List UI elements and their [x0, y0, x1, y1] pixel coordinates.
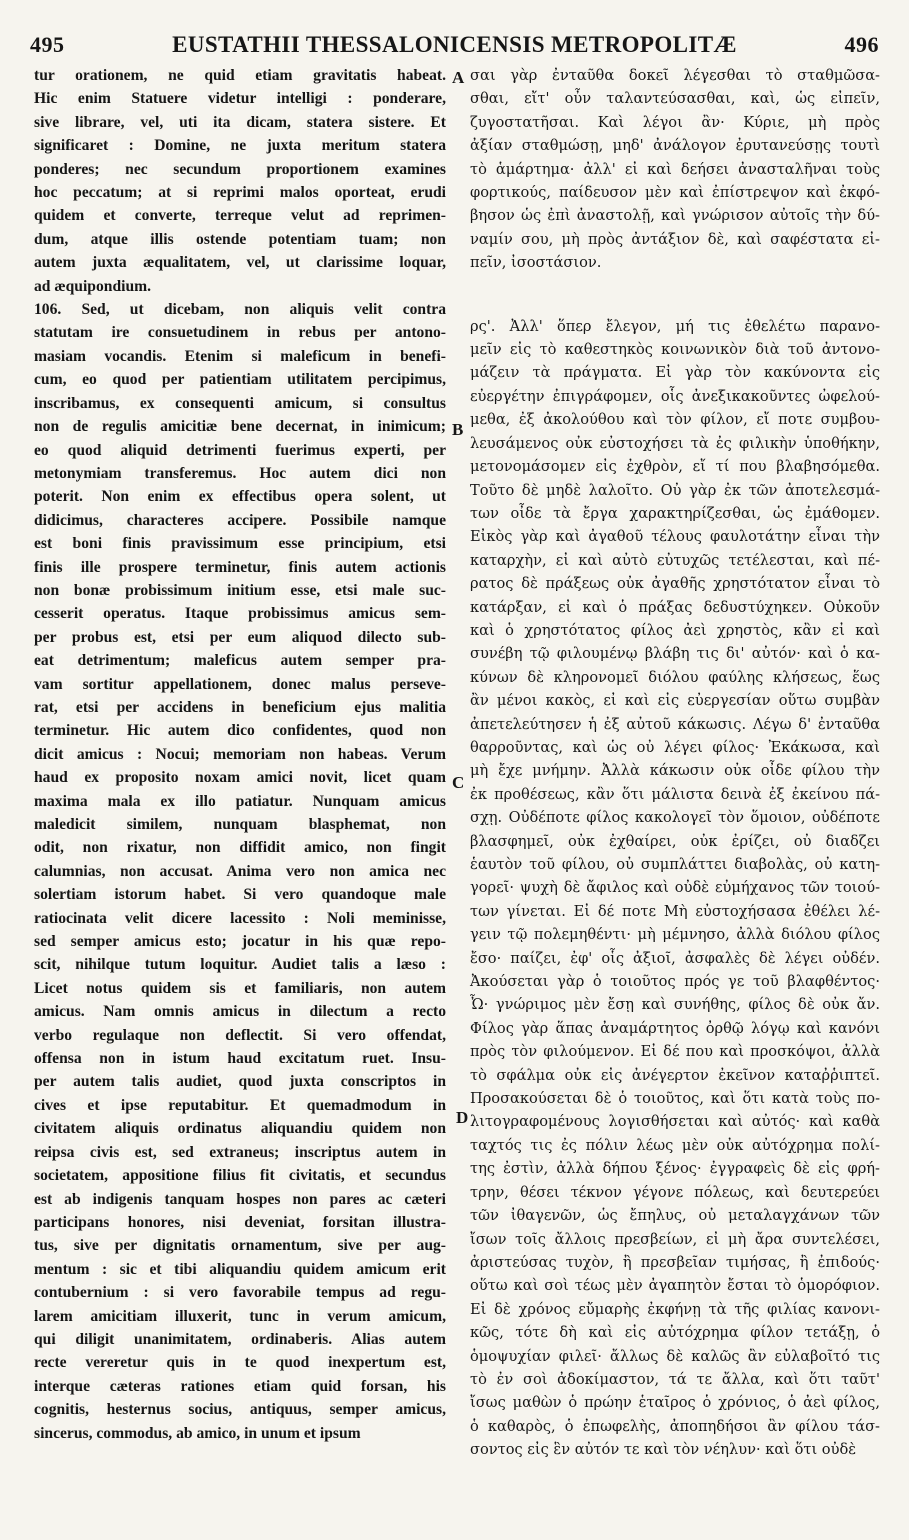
latin-line: non bonæ probissimum initium esse, etsi male suc-	[34, 581, 446, 599]
latin-line: cives et ipse reputabitur. Et quemadmodum in	[34, 1096, 446, 1114]
latin-line: verbo regulaque non deflectit. Si vero offendat,	[34, 1026, 446, 1044]
latin-line: tus, sive per dignitatis ornamentum, sive per aug-	[34, 1237, 446, 1255]
margin-marker: C	[452, 773, 465, 792]
latin-line: Hic enim Statuere videtur intelligi : ponderare,	[34, 90, 446, 108]
latin-line: eat detrimentum; maleficus autem semper pra-	[34, 652, 446, 670]
latin-line: reipsa civis est, sed extraneus; inscriptus autem in	[34, 1143, 446, 1161]
latin-line: terminetur. Hic autem dico confidentes, quod non	[34, 722, 446, 740]
greek-line: ὁμοψυχίαν φιλεῖ· ἄλλως δὲ καλῶς ἂν εὐλαβοῖτό τις	[470, 1347, 880, 1365]
latin-line: non de regulis amicitiæ bene decernat, in inimicum;	[34, 418, 446, 436]
greek-line: κατάρξαν, εἰ καὶ ὁ πράξας δεδυστύχηκεν. Οὐκοῦν	[470, 598, 880, 616]
greek-line: Φίλος γὰρ ἅπας ἀναμάρτητος ὀρθῷ λόγῳ καὶ κανόνι	[470, 1019, 880, 1037]
latin-line: ad æquipondium.	[34, 277, 152, 295]
latin-line: vam sortitur appellationem, donec malus perseve-	[34, 675, 446, 693]
greek-line: ἴσως μαθὼν ὁ πρώην ἑταῖρος ὁ χρόνιος, ὁ ἀεὶ φίλος,	[470, 1394, 880, 1412]
latin-line: haud ex proposito noxam amici novit, licet quam	[34, 769, 446, 787]
greek-line: τρην, θέσει τέκνον γέγονε πόλεως, καὶ δευτερεύει	[470, 1183, 880, 1201]
greek-line: Ὦ· γνώριμος μὲν ἔσῃ καὶ συνήθης, φίλος δὲ οὐκ ἄν.	[470, 996, 880, 1014]
latin-line: dum, atque illis ostende potentiam tuam; non	[34, 230, 446, 248]
greek-column	[470, 64, 880, 1462]
greek-line: ἑαυτὸν τοῦ φίλου, οὐ συμπλάττει διαβολὰς, οὐ κατη-	[470, 856, 880, 873]
latin-line: rat, etsi per accidens in beneficium ejus malitia	[34, 698, 446, 716]
margin-marker: D	[456, 1108, 469, 1127]
latin-line: dicit amicus : Nocui; memoriam non habeas. Verum	[34, 745, 446, 763]
latin-line: societatem, appositione filius fit civitatis, et secundus	[34, 1167, 446, 1185]
latin-line: sincerus, commodus, ab amico, in unum et ipsum	[34, 1424, 361, 1442]
greek-line: μὴ ἔχε μνήμην. Ἀλλὰ κάκωσιν οὐκ οἶδε φίλου τὴν	[470, 762, 880, 780]
greek-line: ταχτός τις ἐς πόλιν λέως μὲν οὐκ αὐτόχρημα πολί-	[470, 1136, 880, 1154]
greek-paragraph	[470, 315, 880, 1462]
greek-line: σοντος εἰς ἓν αὐτόν τε καὶ τὸν νέηλυν· καὶ ὅτι οὐδὲ	[470, 1441, 857, 1459]
greek-line: γορεῖ· ψυχὴ δὲ ἄφιλος καὶ οὐδὲ εὐμήχανος τῶν τοιού-	[470, 879, 880, 897]
greek-line: συνέβη τῷ φιλουμένῳ βλάβη τις δι' αὐτόν· καὶ ὁ κα-	[470, 645, 880, 663]
latin-line: participans honores, nisi deveniat, forsitan illustra-	[34, 1213, 446, 1231]
greek-line: πεῖν, ἰσοστάσιον.	[470, 254, 602, 272]
latin-line: ratiocinata velit dicere lacessito : Noli meminisse,	[34, 909, 446, 927]
greek-line: βλασφημεῖ, οὐκ ἐχθαίρει, οὐκ ἐρίζει, οὐ διαδζει	[470, 832, 880, 850]
greek-line: Εἰκὸς γὰρ καὶ ἀγαθοῦ τέλους φαυλοτάτην εἶναι τὴν	[470, 528, 880, 546]
greek-line: Εἰ δὲ χρόνος εὔμαρὴς ἐκφήνῃ τὰ τῆς φιλίας κανονι-	[470, 1300, 880, 1318]
latin-line: maledicit similem, nunquam blasphemat, non	[34, 816, 446, 833]
greek-line: Προσακούσεται δὲ ὁ τοιοῦτος, καὶ ὅτι κατὰ τοὺς πο-	[470, 1090, 880, 1108]
greek-line: κύνων δὲ κληρονομεῖ διόλου φαύλης κλήσεως, ἕως	[470, 668, 880, 686]
latin-line: finis ille prospere terminetur, finis autem actionis	[34, 558, 446, 576]
latin-line: 106. Sed, ut dicebam, non aliquis velit contra	[34, 301, 446, 319]
greek-line: ἔσο· παίζει, ἐφ' οἷς ἀξιοῖ, ἀσφαλὲς δὲ λέγει οὐδέν.	[470, 949, 880, 967]
latin-paragraph	[34, 64, 446, 298]
latin-line: qui diligit unanimitatem, ordinaberis. Alias autem	[34, 1330, 446, 1348]
latin-line: Licet notus quidem sis et familiaris, non autem	[34, 979, 446, 997]
greek-line: ἀριστεύσας τυχὸν, ἢ πρεσβεῖαν τιμήσας, ἢ ἐπιδούς·	[470, 1253, 880, 1271]
greek-line: τῶν ἰθαγενῶν, ὡς ἔπηλυς, οὐ μεταλαγχάνων τῶν	[470, 1207, 880, 1225]
greek-line: ἴσων τοῖς ἄλλοις πρεσβείων, εἰ μὴ ἄρα συντελέσει,	[470, 1230, 880, 1248]
latin-line: civitatem aliquis ordinatus aliquandiu quidem non	[34, 1120, 446, 1138]
latin-line: autem juxta æqualitatem, vel, ut clarissime loquar,	[34, 254, 446, 272]
greek-line: εὐεργέτην ἐπιγράφομεν, οἷς ἀνεξικακοῦντες ὠφελού-	[470, 387, 880, 405]
greek-line: καταρχὴν, εἰ καὶ αὐτὸ εὐτυχῶς τετέλεσται, καὶ πέ-	[470, 551, 880, 569]
latin-line: quidem et converte, terreque velut ad reprimen-	[34, 207, 446, 225]
greek-line: μετονομάσομεν εἰς ἐχθρὸν, εἴ τί που βλαβησόμεθα.	[470, 458, 880, 476]
latin-line: tur orationem, ne quid etiam gravitatis habeat.	[34, 67, 446, 84]
greek-line: βησον ὡς ἐπὶ ἀναστολῇ, καὶ γνώρισον αὐτοῖς τὴν δύ-	[470, 207, 880, 225]
latin-line: calumnias, non accusat. Anima vero non amica nec	[34, 862, 446, 880]
greek-line: σαι γὰρ ἐνταῦθα δοκεῖ λέγεσθαι τὸ σταθμῶσα-	[470, 67, 880, 84]
latin-paragraph	[34, 298, 446, 1445]
margin-marker: A	[452, 68, 465, 87]
latin-line: mentum : sic et tibi aliquandiu quidem amicum erit	[34, 1260, 446, 1278]
greek-line: πρὸς τὸν φιλούμενον. Εἰ δέ που καὶ προσκόψοι, ἀλλὰ	[470, 1043, 880, 1061]
greek-line: των οἶδε τὰ ἔργα χαρακτηρίζεσθαι, ὡς ἐμάθομεν.	[470, 504, 880, 522]
latin-line: recte vereretur quis in te quod inexpertum est,	[34, 1354, 446, 1372]
greek-line: ναμίν σου, μὴ πρὸς ἀντάξιον δὲ, καὶ σαφέστατα εἰ-	[470, 230, 880, 248]
greek-line: ρατος δὲ πράξεως οὐκ ἀγαθῆς χρηστότατον εἶναι τὸ	[470, 575, 880, 593]
greek-line: λιτογραφομένους λογισθήσεται καὶ αὐτός· καὶ καθὰ	[470, 1113, 880, 1131]
latin-line: sed semper amicus esto; jocatur in his quæ repo-	[34, 933, 446, 951]
running-header	[30, 18, 879, 57]
greek-line: θαρροῦντας, καὶ ὡς οὐ λέγει φίλος· Ἐκάκωσα, καὶ	[470, 738, 880, 756]
latin-line: est boni finis pravissimum esse principium, etsi	[34, 535, 446, 553]
latin-line: maxima mala ex illo patiatur. Nunquam amicus	[34, 792, 446, 810]
latin-line: scit, nihilque tutum loquitur. Audiet talis a læso :	[34, 956, 446, 974]
greek-line: μάζειν τὰ πράγματα. Εἰ γὰρ τὸν κακύνοντα εἰς	[470, 364, 880, 382]
latin-line: ponderes; nec secundum proportionem examines	[34, 160, 446, 178]
margin-marker: B	[452, 420, 464, 439]
greek-line: σχῃ. Οὐδέποτε φίλος κακολογεῖ τὸν ὅμοιον, οὐδέποτε	[470, 809, 880, 827]
latin-line: cesserit operatus. Itaque probissimus amicus sem-	[34, 605, 446, 623]
latin-line: est ab indigenis tanquam hospes non pares ac cæteri	[34, 1190, 446, 1208]
latin-column	[34, 64, 446, 1445]
greek-line: ἐκ προθέσεως, κἂν ὅτι μάλιστα δεινὰ ἐξ ἐκείνου πά-	[470, 785, 880, 803]
latin-line: contubernium : si vero favorabile tempus ad regu-	[34, 1284, 446, 1302]
latin-line: didicimus, characteres accipere. Possibile namque	[34, 511, 446, 529]
greek-line: ἀπετελεύτησεν ἡ ἐξ αὐτοῦ κάκωσις. Λέγω δ' ἐνταῦθα	[470, 715, 880, 733]
greek-line: φορτικούς, παίδευσον μὲν καὶ ἐπίστρεψον καὶ ἐκφό-	[470, 184, 880, 202]
latin-line: amicus. Nam omnis amicus in dilectum a recto	[34, 1003, 446, 1021]
latin-line: offensa non in istum haud excitatum ruet. Insu-	[34, 1050, 446, 1068]
latin-line: odit, non rixatur, non diffidit amico, non fingit	[34, 839, 446, 857]
greek-line: Τοῦτο δὲ μηδὲ λαλοῖτο. Οὐ γὰρ ἐκ τῶν ἀποτελεσμά-	[470, 481, 880, 499]
greek-line: γειν τῷ πολεμηθέντι· μὴ μέμνησο, ἀλλὰ διόλου φίλος	[470, 926, 880, 944]
latin-line: interque cæteras rationes etiam quid forsan, his	[34, 1377, 446, 1395]
latin-line: per probus est, etsi per eum aliquod dilecto sub-	[34, 628, 446, 646]
greek-line: ἀξίαν σταθμώσῃ, μηδ' ἀνάλογον ἐρυτανεύσῃς τουτὶ	[470, 137, 880, 155]
latin-line: hoc peccatum; at si reprimi malos oporteat, erudi	[34, 184, 446, 202]
greek-line: τὸ ἐν σοὶ ἀδοκίμαστον, τά τε ἄλλα, καὶ ὅτι ταῦτ'	[470, 1370, 880, 1388]
latin-line: cum, eo quod per patientiam utilitatem percipimus,	[34, 371, 446, 389]
greek-line: ζυγοστατῆσαι. Καὶ λέγοι ἂν· Κύριε, μὴ πρὸς	[470, 113, 880, 131]
latin-line: statutam ire consuetudinem in rebus per antono-	[34, 324, 446, 342]
latin-line: metonymiam transferemus. Hoc autem dici non	[34, 464, 446, 482]
latin-line: sive librare, vel, uti ita dicam, statera sistere. Et	[34, 113, 446, 131]
greek-line: τὸ σφάλμα οὐκ εἰς ἀνέγερτον ἐκεῖνον καταῤῥιπτεῖ.	[470, 1066, 880, 1084]
greek-line: οὕτω καὶ σοὶ τέως μὲν ἀγαπητὸν ἔσται τὸ ὁμορόφιον.	[470, 1277, 880, 1295]
page-number-left: 495	[30, 32, 65, 57]
greek-line: κῶς, τότε δὴ καὶ εἰς αὐτόχρημα φίλον τετάξῃ, ὁ	[470, 1324, 880, 1342]
page-number-right: 496	[844, 32, 879, 57]
greek-paragraph	[470, 64, 880, 275]
latin-line: per autem talis audiet, quod juxta conscriptos in	[34, 1073, 446, 1091]
greek-line: ὁ καθαρὸς, ὁ ἐπωφελὴς, ἀποπηδήσοι ἂν φίλου τάσ-	[470, 1417, 880, 1435]
greek-line: ρς'. Ἀλλ' ὅπερ ἔλεγον, μή τις ἐθελέτω παρανο-	[470, 317, 880, 335]
greek-line: σθαι, εἴτ' οὖν ταλαντεύσασθαι, καὶ, ὡς εἰπεῖν,	[470, 90, 880, 108]
greek-line: της ἐστὶν, ἀλλὰ δήπου ξένος· ἐγγραφεὶς δὲ εἰς φρή-	[470, 1160, 880, 1178]
latin-line: solertiam istorum habet. Si vero quandoque male	[34, 886, 446, 904]
greek-line: τὸ ἁμάρτημα· ἀλλ' εἰ καὶ δεήσει ἀνασταλῆναι τοὺς	[470, 160, 880, 178]
latin-line: poterit. Non enim ex effectibus opera solent, ut	[34, 488, 446, 506]
greek-line: λευσάμενος οὐκ εὐστοχήσει τὰ ἐς φιλικὴν ὑποθήκην,	[470, 434, 880, 452]
latin-line: significaret : Domine, ne juxta meritum statera	[34, 137, 446, 155]
latin-line: cognitis, hesternus socius, antiquus, semper amicus,	[34, 1401, 446, 1419]
greek-line: καὶ ὁ χρηστότατος φίλος ἀεὶ χρηστὸς, κἂν εἰ καὶ	[470, 621, 880, 639]
latin-line: larem amicitiam illuxerit, tunc in verum amicum,	[34, 1307, 446, 1325]
greek-line: των γίνεται. Εἰ δέ ποτε Μὴ εὐστοχήσασα ἐθέλει λέ-	[470, 902, 880, 920]
greek-line: Ἀκούσεται γὰρ ὁ τοιοῦτος πρός γε τοῦ βλαφθέντος·	[470, 973, 880, 991]
latin-line: eo quod aliquid detrimenti fuerimus experti, per	[34, 441, 446, 459]
latin-line: inscribamus, ex consequenti amicum, si consultus	[34, 394, 446, 412]
greek-line: ἂν μένοι κακὸς, εἰ καὶ εἰς εὐεργεσίαν οὕτω συμβὰν	[470, 692, 880, 710]
greek-line: μεῖν εἰς τὸ καθεστηκὸς κοινωνικὸν διὰ τοῦ ἀντονο-	[470, 341, 880, 359]
running-title: EUSTATHII THESSALONICENSIS METROPOLITÆ	[172, 32, 737, 57]
latin-line: masiam vocandis. Etenim si maleficum in benefi-	[34, 347, 446, 365]
greek-line: μεθα, ἐξ ἀκολούθου καὶ τὸν φίλον, εἴ ποτε συμβου-	[470, 411, 880, 429]
